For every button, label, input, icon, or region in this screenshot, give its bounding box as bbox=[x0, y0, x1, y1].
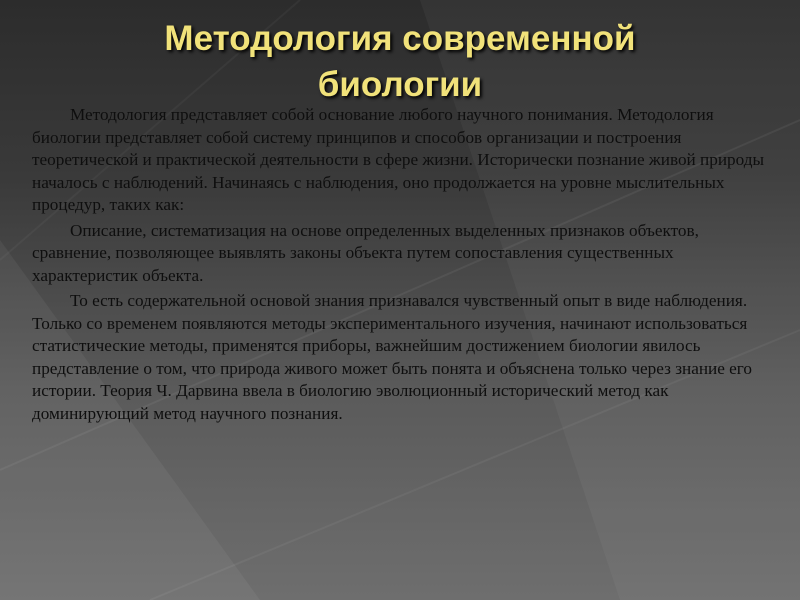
slide-body bbox=[32, 104, 780, 428]
paragraph-methodology: Методология представляет собой основание любого научного понимания. Методология биологии представляет собой систему принципов и способов организации и построения теоретической и практической деятельности в сфере жизни. Исторически познание живой природы началось с наблюдений. Начинаясь с наблюдения, оно продолжается на уровне мыслительных процедур, таких как: bbox=[32, 105, 765, 214]
paragraph-description: Описание, систематизация на основе определенных выделенных признаков объектов, сравнение, позволяющее выявлять законы объекта путем сопоставления существенных характеристик объекта. bbox=[32, 220, 699, 285]
title-line-1: Методология современной bbox=[164, 19, 636, 58]
paragraph-history: То есть содержательной основой знания признавался чувственный опыт в виде наблюдения. Только со временем появляются методы экспериментального изучения, начинают использоваться статистические методы, применятся приборы, важнейшим достижением биологии явилось представление о том, что природа живого может быть понята и объяснена только через знание его истории. Теория Ч. Дарвина ввела в биологию эволюционный исторический метод как доминирующий метод научного познания. bbox=[32, 291, 752, 423]
slide-title bbox=[0, 16, 800, 108]
title-line-2: биологии bbox=[317, 65, 483, 104]
